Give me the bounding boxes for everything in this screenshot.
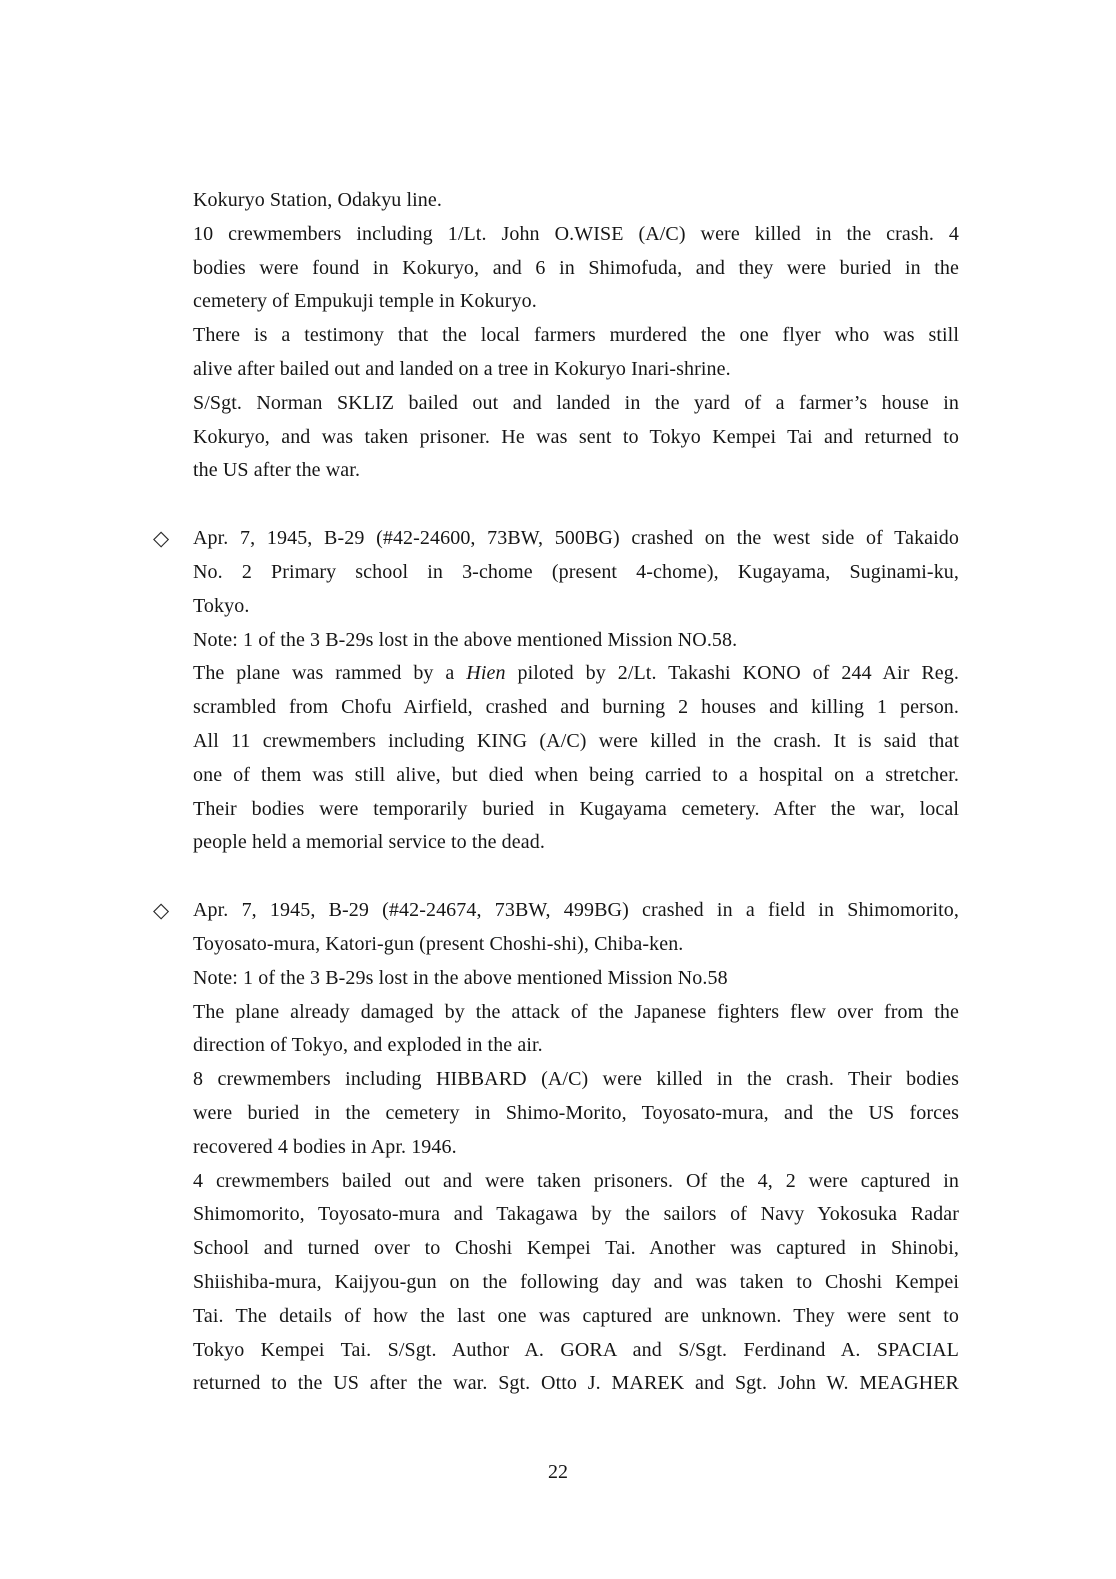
text-line: S/Sgt. Norman SKLIZ bailed out and landed in the yard of a farmer’s house in [193,391,959,414]
text-line: Shiishiba-mura, Kaijyou-gun on the following day and was taken to Choshi Kempei [193,1270,959,1293]
text-line: No. 2 Primary school in 3-chome (present 4-chome), Kugayama, Suginami-ku, [193,560,959,583]
text-line: Tokyo Kempei Tai. S/Sgt. Author A. GORA and S/Sgt. Ferdinand A. SPACIAL [193,1338,959,1361]
text-line: 4 crewmembers bailed out and were taken prisoners. Of the 4, 2 were captured in [193,1169,959,1192]
text-line: Kokuryo Station, Odakyu line. [193,189,442,211]
text-line: Their bodies were temporarily buried in Kugayama cemetery. After the war, local [193,797,959,820]
page-body [153,184,959,1401]
text-line: people held a memorial service to the dead. [193,831,545,854]
crash-entry-takaido [153,522,959,860]
text-line: Note: 1 of the 3 B-29s lost in the above mentioned Mission NO.58. [193,628,738,651]
text-line: bodies were found in Kokuryo, and 6 in Shimofuda, and they were buried in the [193,256,959,279]
text-line: Kokuryo, and was taken prisoner. He was sent to Tokyo Kempei Tai and returned to [193,425,959,448]
text-line: the US after the war. [193,459,361,482]
text-line: scrambled from Chofu Airfield, crashed and burning 2 houses and killing 1 person. [193,696,959,719]
continuation-paragraphs [193,184,959,488]
text-line: Tai. The details of how the last one was captured are unknown. They were sent to [193,1304,959,1327]
text-line: returned to the US after the war. Sgt. Otto J. MAREK and Sgt. John W. MEAGHER [193,1372,959,1395]
text-line: recovered 4 bodies in Apr. 1946. [193,1135,457,1158]
diamond-bullet-icon: ◇ [153,898,170,923]
text-line: All 11 crewmembers including KING (A/C) were killed in the crash. It is said that [193,729,959,752]
text-line: 8 crewmembers including HIBBARD (A/C) were killed in the crash. Their bodies [193,1068,959,1091]
text-line: Shimomorito, Toyosato-mura and Takagawa by the sailors of Navy Yokosuka Radar [193,1203,959,1226]
diamond-bullet-icon: ◇ [153,526,170,551]
text-line: one of them was still alive, but died when being carried to a hospital on a stretcher. [193,763,959,786]
text-line: The plane already damaged by the attack of the Japanese fighters flew over from the [193,1000,959,1023]
crash-entry-shimomorito [153,894,959,1401]
text-line: Apr. 7, 1945, B-29 (#42-24600, 73BW, 500BG) crashed on the west side of Takaido [193,527,959,550]
text-line: alive after bailed out and landed on a tree in Kokuryo Inari-shrine. [193,357,731,380]
text-line: direction of Tokyo, and exploded in the air. [193,1034,543,1057]
text-line: Apr. 7, 1945, B-29 (#42-24674, 73BW, 499BG) crashed in a field in Shimomorito, [193,899,959,922]
text-line: Tokyo. [193,594,250,617]
text-line: Note: 1 of the 3 B-29s lost in the above mentioned Mission No.58 [193,966,728,989]
text-line: The plane was rammed by a Hien piloted by 2/Lt. Takashi KONO of 244 Air Reg. [193,662,959,685]
text-line: were buried in the cemetery in Shimo-Morito, Toyosato-mura, and the US forces [193,1101,959,1124]
text-line: cemetery of Empukuji temple in Kokuryo. [193,290,537,313]
text-line: There is a testimony that the local farmers murdered the one flyer who was still [193,324,959,347]
text-line: 10 crewmembers including 1/Lt. John O.WISE (A/C) were killed in the crash. 4 [193,222,959,245]
text-line: Toyosato-mura, Katori-gun (present Choshi-shi), Chiba-ken. [193,932,684,955]
text-line: School and turned over to Choshi Kempei Tai. Another was captured in Shinobi, [193,1237,959,1260]
page-number: 22 [548,1461,568,1483]
